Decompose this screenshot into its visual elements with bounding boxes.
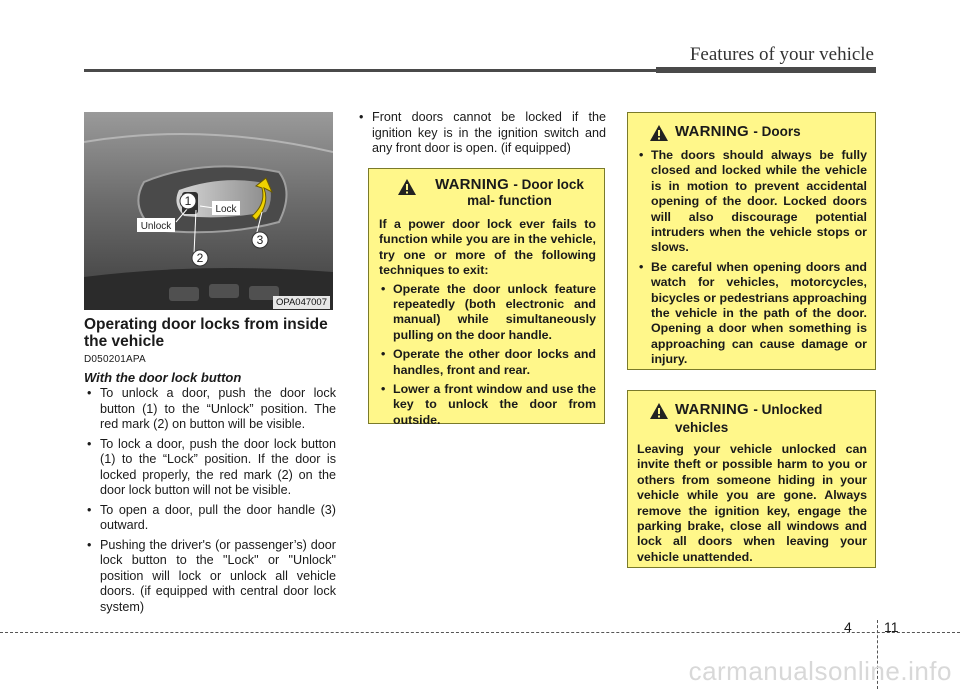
door-panel-illustration (84, 112, 333, 310)
warning-triangle-icon (649, 124, 669, 142)
instruction-list (84, 386, 336, 619)
warning-list (637, 148, 867, 368)
watermark: carmanualsonline.info (688, 656, 952, 686)
list-item: • Pushing the driver's (or passenger’s) door lock button to the "Lock" or "Unlock" position will lock or unlock all vehicle doors. (if equipped with central door lock system) (84, 538, 336, 616)
callout-1: 1 (184, 194, 192, 208)
list-item: • Be careful when opening doors and watch for vehicles, motorcycles, bicycles or pedestrians approaching the vehicle in the path of the door. Opening a door when something is approaching can cause damage or injury. (637, 260, 867, 368)
running-header: Features of your vehicle (689, 44, 874, 65)
photo-code: OPA047007 (273, 296, 330, 309)
list-item: • To unlock a door, push the door lock button (1) to the “Unlock” position. The red mark (2) on button will be visible. (84, 386, 336, 433)
lock-label: Lock (215, 204, 237, 215)
warning-triangle-icon (649, 402, 669, 420)
callout-2: 2 (196, 251, 204, 265)
door-lock-photo (84, 112, 333, 310)
callout-3: 3 (256, 233, 264, 247)
warning-word: WARNING (675, 401, 749, 418)
warning-intro: If a power door lock ever fails to function while you are in the vehicle, try one or more of the following techniques to exit: (379, 217, 596, 278)
warning-title (379, 177, 596, 209)
warning-title (637, 401, 867, 437)
list-item: • To lock a door, push the door lock button (1) to the “Lock” position. If the door is locked properly, the red mark (2) on the door lock button will not be visible. (84, 437, 336, 499)
list-item: • Front doors cannot be locked if the ignition key is in the ignition switch and any front door is open. (if equipped) (356, 110, 606, 157)
warning-unlocked-vehicles (627, 390, 876, 568)
warning-list (379, 282, 596, 429)
warning-word: WARNING (435, 176, 509, 193)
warning-subtitle: - Door lock mal- function (467, 177, 584, 208)
warning-triangle-icon (397, 178, 417, 196)
list-item: • To open a door, pull the door handle (3) outward. (84, 503, 336, 534)
list-item: • Operate the other door locks and handles, front and rear. (379, 347, 596, 378)
warning-door-lock-malfunction (368, 168, 605, 427)
warning-subtitle: - Doors (753, 124, 801, 139)
warning-subtitle: - Unlocked vehicles (675, 402, 823, 435)
section-code: D050201APA (84, 354, 146, 365)
warning-word: WARNING (675, 123, 749, 140)
page-number: 11 (884, 619, 899, 635)
header-tab (656, 67, 876, 73)
warning-title (637, 123, 867, 142)
section-title: Operating door locks from inside the vehicle (84, 316, 328, 350)
warning-doors (627, 112, 876, 370)
list-item: • Operate the door unlock feature repeatedly (both electronic and manual) while simultaneously pulling on the door handle. (379, 282, 596, 344)
footer-rule (0, 632, 960, 633)
warning-body: Leaving your vehicle unlocked can invite theft or possible harm to you or others from someone hiding in your vehicle while you are gone. Always remove the ignition key, engage the parking brake, close all windows and lock all doors when leaving your vehicle unattended. (637, 442, 867, 564)
list-item: • Lower a front window and use the key to unlock the door from outside. (379, 382, 596, 428)
sub-heading: With the door lock button (84, 370, 242, 385)
unlock-label: Unlock (140, 221, 172, 232)
front-door-note (356, 110, 606, 161)
chapter-number: 4 (844, 619, 852, 635)
list-item: • The doors should always be fully closed and locked while the vehicle is in motion to prevent accidental opening of the door. Locked doors will also discourage potential intruders when the vehicle stops or slows. (637, 148, 867, 256)
